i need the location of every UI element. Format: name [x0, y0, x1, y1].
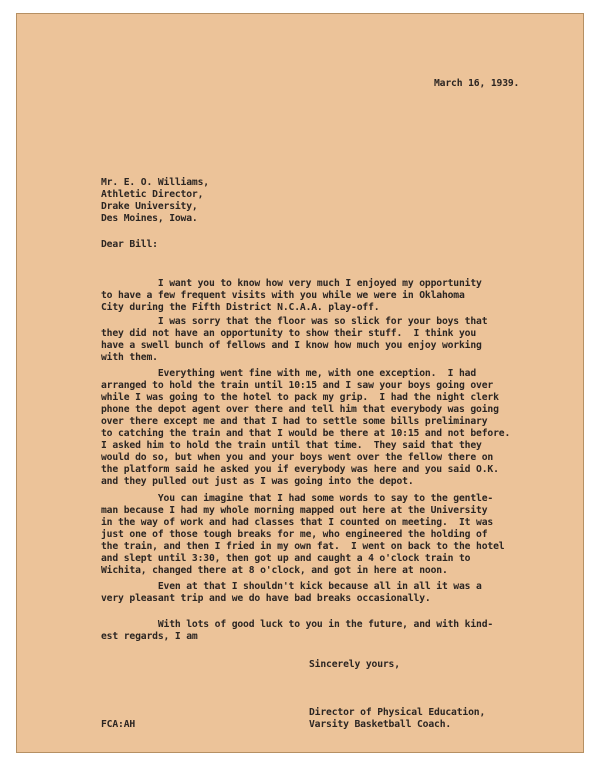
paragraph-line: You can imagine that I had some words to say to the gentle- [101, 493, 494, 504]
paragraph [101, 581, 482, 605]
letter-date: March 16, 1939. [434, 78, 520, 89]
paragraph-line: City during the Fifth District N.C.A.A. play-off. [101, 302, 380, 313]
paragraph [101, 619, 493, 643]
paragraph-line: would do so, but when you and your boys went over the fellow there on [101, 452, 494, 463]
letter-page [16, 13, 584, 753]
paragraph-line: Everything went fine with me, with one exception. I had [101, 368, 477, 379]
paragraph-line: while I was going to the hotel to pack my grip. I had the night clerk [101, 392, 499, 403]
paragraph-line: I asked him to hold the train until that time. They said that they [101, 440, 482, 451]
paragraph-line: Wichita, changed there at 8 o'clock, and got in here at noon. [101, 565, 448, 576]
paragraph-line: and slept until 3:30, then got up and caught a 4 o'clock train to [101, 553, 471, 564]
paragraph-line: just one of those tough breaks for me, who engineered the holding of [101, 529, 488, 540]
paragraph-line: to catching the train and that I would be there at 10:15 and not before. [101, 428, 511, 439]
paragraph-line: I was sorry that the floor was so slick for your boys that [101, 316, 488, 327]
paragraph-line: they did not have an opportunity to show their stuff. I think you [101, 328, 477, 339]
salutation: Dear Bill: [101, 239, 158, 250]
recipient-address [101, 177, 209, 225]
typist-initials: FCA:AH [101, 719, 136, 730]
paragraph-line: est regards, I am [101, 631, 198, 642]
paragraph-line: the train, and then I fried in my own fat. I went on back to the hotel [101, 541, 505, 552]
paragraph-line: have a swell bunch of fellows and I know how much you enjoy working [101, 340, 482, 351]
paragraph [101, 493, 504, 577]
paragraph [101, 316, 487, 364]
paragraph [101, 368, 510, 488]
paragraph-line: arranged to hold the train until 10:15 and I saw your boys going over [101, 380, 494, 391]
paragraph-line: I want you to know how very much I enjoyed my opportunity [101, 278, 482, 289]
paragraph-line: with them. [101, 352, 158, 363]
closing: Sincerely yours, [309, 659, 400, 670]
paragraph-line: man because I had my whole morning mapped out here at the University [101, 505, 488, 516]
paragraph-line: With lots of good luck to you in the future, and with kind- [101, 619, 494, 630]
paragraph [101, 278, 482, 314]
paragraph-line: Even at that I shouldn't kick because all in all it was a [101, 581, 482, 592]
signature-block [309, 707, 485, 731]
paragraph-line: very pleasant trip and we do have bad breaks occasionally. [101, 593, 431, 604]
paragraph-line: phone the depot agent over there and tell him that everybody was going [101, 404, 499, 415]
paragraph-line: over there except me and that I had to settle some bills preliminary [101, 416, 488, 427]
paragraph-line: to have a few frequent visits with you while we were in Oklahoma [101, 290, 465, 301]
signature-line: Varsity Basketball Coach. [309, 719, 452, 730]
paragraph-line: in the way of work and had classes that I counted on meeting. It was [101, 517, 494, 528]
address-line: Drake University, [101, 201, 198, 212]
address-line: Des Moines, Iowa. [101, 213, 198, 224]
address-line: Athletic Director, [101, 189, 204, 200]
address-line: Mr. E. O. Williams, [101, 177, 209, 188]
paragraph-line: the platform said he asked you if everybody was here and you said O.K. [101, 464, 499, 475]
signature-line: Director of Physical Education, [309, 707, 486, 718]
paragraph-line: and they pulled out just as I was going into the depot. [101, 476, 414, 487]
